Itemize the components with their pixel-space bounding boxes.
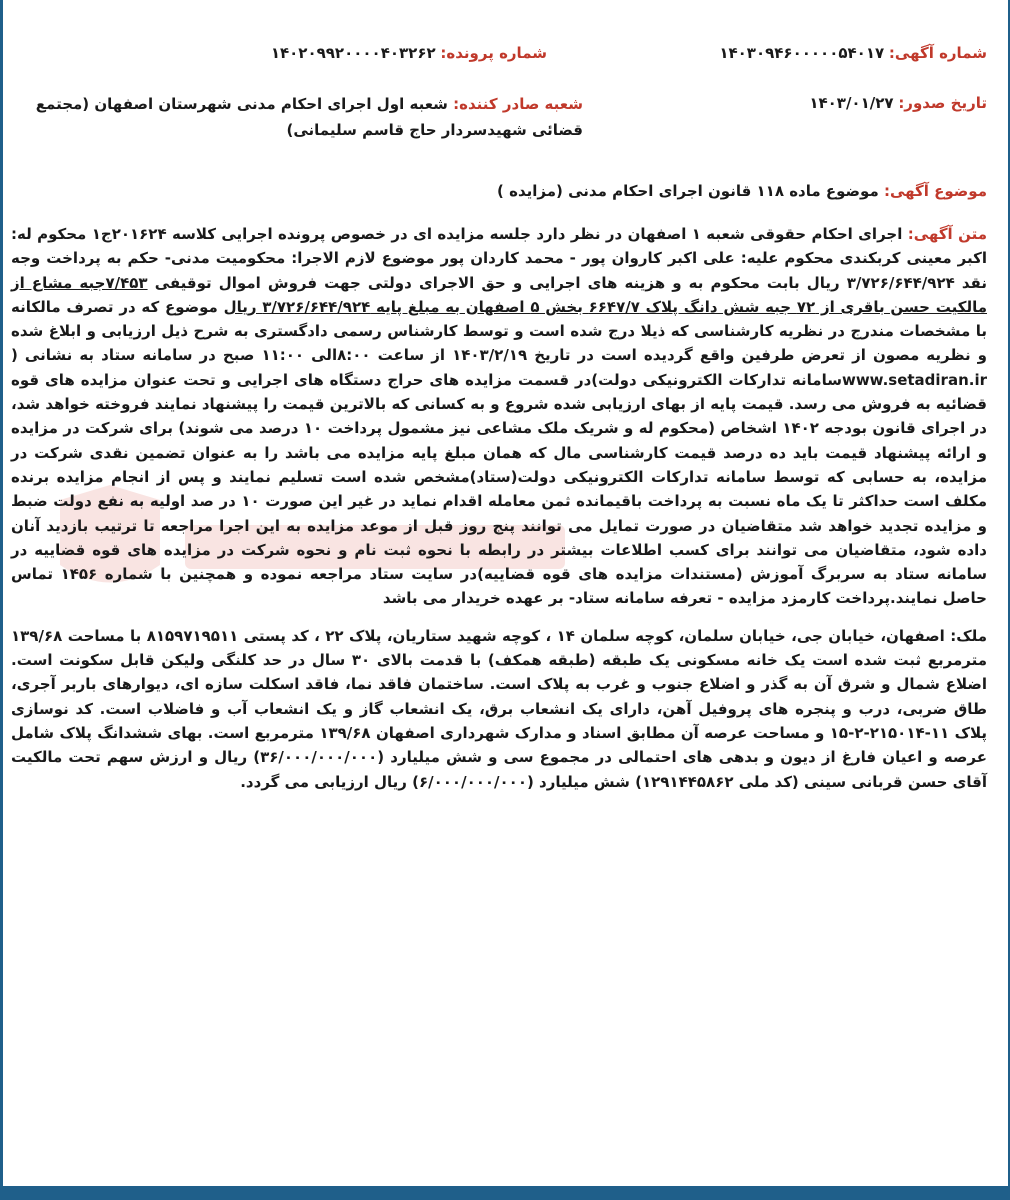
body-paragraph-1	[11, 222, 987, 611]
notice-number: ۱۴۰۳۰۹۴۶۰۰۰۰۰۵۴۰۱۷	[719, 44, 885, 62]
issuer-line1: شعبه اول اجرای احکام مدنی شهرستان اصفهان (مجتمع	[35, 95, 448, 113]
file-number-label: شماره پرونده:	[440, 44, 547, 62]
file-number: ۱۴۰۲۰۹۹۲۰۰۰۰۴۰۳۲۶۲	[270, 44, 436, 62]
body-underlined-share: ۷/۴۵۳جبه مشاع از مالکیت حسن باقری از ۷۲ جبه شش دانگ پلاک ۶۶۴۷/۷ بخش ۵ اصفهان به مبلغ پایه ۳/۷۲۶/۶۴۴/۹۲۴ ریال	[11, 273, 987, 316]
subject-label: موضوع آگهی:	[883, 182, 987, 200]
body-label: متن آگهی:	[907, 225, 987, 243]
notice-body	[11, 222, 987, 794]
notice-number-row	[719, 44, 987, 62]
file-number-row	[271, 44, 547, 62]
body-intro: اجرای احکام حقوقی شعبه ۱ اصفهان در نظر دارد جلسه مزایده ای در خصوص پرونده اجرایی کلاسه ۲۰۱۶۲۴ج۱ محکوم له: اکبر معینی کربکندی محکوم علیه: علی اکبر کاروان پور - محمد کاردان پور موضوع لازم الاجرا: محکومیت مدنی- حکم به پرداخت وجه نقد ۳/۷۲۶/۶۴۴/۹۲۴ ریال بابت محکوم به و هزینه های اجرایی و حق الاجرای دولتی جهت فروش اموال توقیفی	[11, 225, 987, 292]
issue-date: ۱۴۰۳/۰۱/۲۷	[809, 94, 894, 112]
body-rest: موضوع که در تصرف مالکانه با مشخصات مندرج در نظریه کارشناسی که ذیلا درج شده است و توسط کارشناس رسمی دادگستری به شرح ذیل ارزیابی و ابلاغ شده و نظریه مصون از تعرض طرفین واقع گردیده است در تاریخ ۱۴۰۳/۲/۱۹ از ساعت ۸:۰۰الی ۱۱:۰۰ صبح در سامانه ستاد به نشانی ( www.setadiran.irسامانه تدارکات الکترونیکی دولت)در قسمت مزایده های حراج دستگاه های اجرایی و تحت عنوان مزایده های قوه قضائیه به فروش می رسد. قیمت پایه از بهای ارزیابی شده شروع و به کسانی که بالاترین قیمت را پیشنهاد نمایند فروخته خواهد شد، در اجرای قانون بودجه ۱۴۰۲ اشخاص (محکوم له و شریک ملک مشاعی نیز مشمول پرداخت ۱۰ درصد می شوند) برای شرکت در مزایده و ارائه پیشنهاد قیمت باید ده درصد قیمت کارشناسی مال که همان مبلغ پایه مزایده می باشد را به عنوان تضمین نقدی شرکت در مزایده، به حسابی که توسط سامانه تدارکات الکترونیکی دولت(ستاد)مشخص شده است تسلیم نمایند و پس از انجام مزایده برنده مکلف است حداکثر تا یک ماه نسبت به پرداخت باقیمانده ثمن معامله اقدام نماید در غیر این صورت ۱۰ در صد اولیه به نفع دولت ضبط و مزایده تجدید خواهد شد متقاضیان در صورت تمایل می توانند پنج روز قبل از موعد مزایده به این اجرا مراجعه تا ترتیب بازدید آنان داده شود، متقاضیان می توانند برای کسب اطلاعات بیشتر در رابطه با نحوه ثبت نام و نحوه شرکت در مزایده های قوه قضاییه در سامانه ستاد به سربرگ آموزش (مستندات مزایده های قوه قضاییه)در سایت ستاد مراجعه نموده و همچنین با شماره ۱۴۵۶ تماس حاصل نمایند.پرداخت کارمزد مزایده - تعرفه سامانه ستاد- بر عهده خریدار می باشد	[11, 297, 988, 608]
issuer-label: شعبه صادر کننده:	[453, 95, 583, 113]
notice-number-label: شماره آگهی:	[888, 44, 987, 62]
issuer-line2: قضائی شهیدسردار حاج قاسم سلیمانی)	[286, 121, 583, 139]
subject-text: موضوع ماده ۱۱۸ قانون اجرای احکام مدنی (مزایده )	[497, 182, 879, 200]
window-bottom-bar	[0, 1186, 1010, 1200]
subject-row	[497, 182, 987, 200]
issuer-block	[9, 91, 583, 143]
property-paragraph: ملک: اصفهان، خیابان جی، خیابان سلمان، کوچه سلمان ۱۴ ، کوچه شهید ستاریان، پلاک ۲۲ ، کد پستی ۸۱۵۹۷۱۹۵۱۱ با مساحت ۱۳۹/۶۸ مترمربع ثبت شده است یک خانه مسکونی یک طبقه (طبقه همکف) با قدمت بالای ۳۰ سال در حد کلنگی ولیکن قابل سکونت است. اضلاع شمال و شرق آن به گذر و اضلاع جنوب و غرب به پلاک است. ساختمان فاقد نما، فاقد اسکلت سازه ای، دیوارهای باربر آجری، طاق ضربی، درب و پنجره های پروفیل آهن، دارای یک انشعاب برق، یک انشعاب گاز و یک انشعاب آب و فاضلاب است. کد نوسازی پلاک ۱۱-۲۱۵۰۱۴-۲-۱۵ و مساحت عرصه آن مطابق اسناد و مدارک شهرداری اصفهان ۱۳۹/۶۸ مترمربع است. بهای ششدانگ پلاک شامل عرصه و اعیان فارغ از دیون و بدهی های احتمالی در مجموع سی و شش میلیارد (۳۶/۰۰۰/۰۰۰/۰۰۰) ریال و ارزش سهم تحت مالکیت آقای حسن قربانی سینی (کد ملی ۱۲۹۱۴۴۵۸۶۲) شش میلیارد (۶/۰۰۰/۰۰۰/۰۰۰) ریال ارزیابی می گردد.	[11, 626, 988, 791]
issue-date-row	[809, 94, 987, 112]
issue-date-label: تاریخ صدور:	[898, 94, 987, 112]
window-frame-left	[0, 0, 3, 1200]
